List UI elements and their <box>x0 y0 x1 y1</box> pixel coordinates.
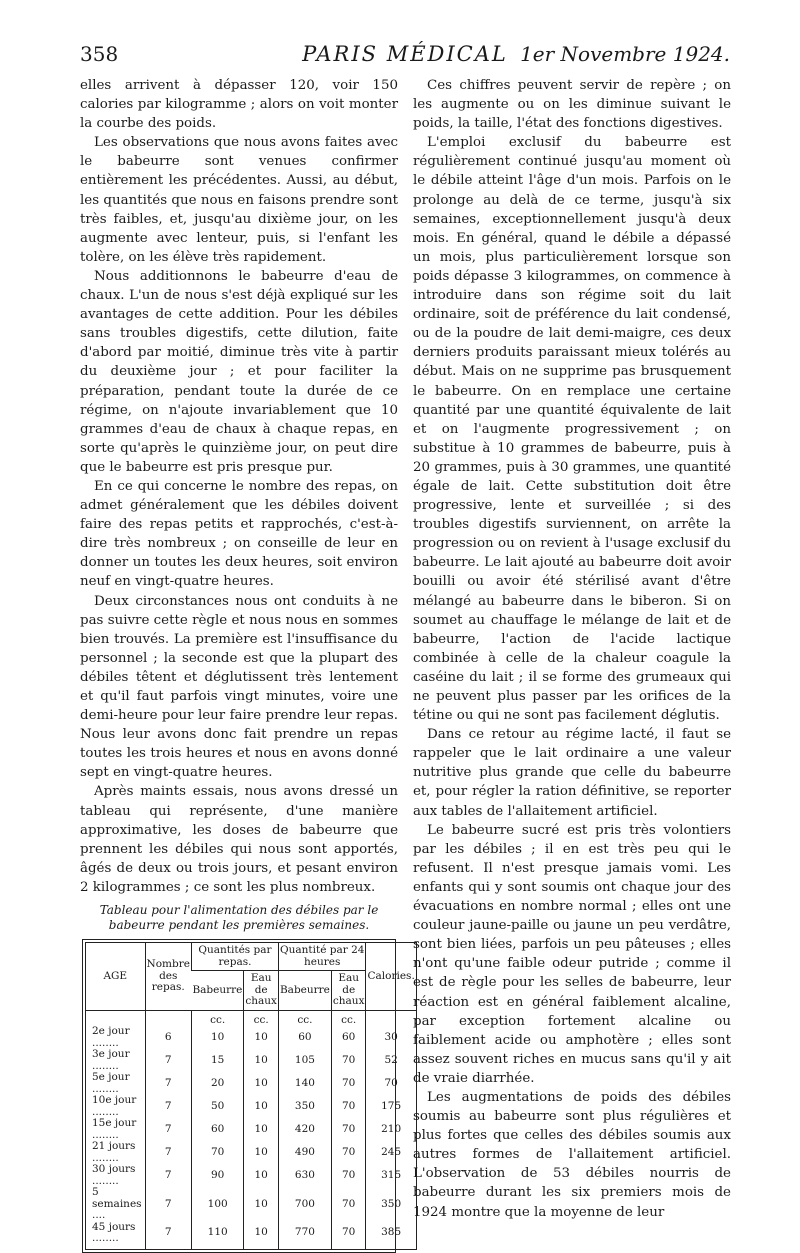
calories-cell: 52 <box>366 1049 416 1072</box>
meals-cell: 7 <box>145 1187 191 1222</box>
header-nombre-repas: Nombre des repas. <box>145 943 191 1011</box>
header-babeurre-24h: Babeurre <box>278 971 331 1011</box>
header-babeurre: Babeurre <box>191 971 243 1011</box>
paragraph: Les augmentations de poids des débiles soumis au babeurre sont plus régulières et plus fortes que celles des débiles soumis aux autres formes de l'allaitement artificiel. L'observation de 53 débiles nourris de babeurre durant les six premiers mois de 1924 montre que la moyenne de leur <box>413 1089 731 1220</box>
table-row <box>86 1095 417 1118</box>
meals-cell: 7 <box>145 1049 191 1072</box>
journal-title: PARIS MÉDICAL <box>302 42 508 66</box>
eau-24h-cell: 60 <box>331 1026 366 1049</box>
eau-24h-cell: 70 <box>331 1164 366 1187</box>
feeding-table <box>85 942 417 1250</box>
meals-cell: 7 <box>145 1072 191 1095</box>
paragraph: Nous additionnons le babeurre d'eau de chaux. L'un de nous s'est déjà expliqué sur les avantages de cette addition. Pour les débiles sans troubles digestifs, cette dilution, faite d'abord par moitié, diminue très vite à partir du deuxième jour ; et pour faciliter la préparation, pendant toute la durée de ce régime, on n'ajoute invariablement que 10 grammes d'eau de chaux à chaque repas, en sorte qu'après le quinzième jour, on peut dire que le babeurre est pris presque pur. <box>80 268 398 475</box>
right-column <box>413 76 731 1222</box>
table-row <box>86 1049 417 1072</box>
eau-24h-cell: 70 <box>331 1049 366 1072</box>
table-row <box>86 1141 417 1164</box>
eau-cell: 10 <box>244 1095 279 1118</box>
age-cell: 45 jours ........ <box>92 1220 136 1245</box>
eau-24h-cell: 70 <box>331 1141 366 1164</box>
feeding-table-frame <box>82 939 415 1253</box>
eau-cell: 10 <box>244 1141 279 1164</box>
meals-cell: 6 <box>145 1026 191 1049</box>
meals-cell: 7 <box>145 1164 191 1187</box>
table-row <box>86 1072 417 1095</box>
eau-cell: 10 <box>244 1187 279 1222</box>
eau-24h-cell: 70 <box>331 1222 366 1250</box>
unit-cell: cc. <box>191 1010 243 1026</box>
age-cell: 21 jours ........ <box>92 1140 136 1164</box>
babeurre-24h-cell: 105 <box>278 1049 331 1072</box>
left-column <box>80 76 415 1253</box>
header-eau-de-chaux-24h: Eau de chaux <box>331 971 366 1011</box>
paragraph: Le babeurre sucré est pris très volontiers par les débiles ; il en est très peu qui le refusent. Il n'est presque jamais vomi. Les enfants qui y sont soumis ont chaque jour des évacuations en nombre normal ; elles ont une couleur jaune-paille ou jaune un peu verdâtre, sont bien liées, parfois un peu pâteuses ; elles n'ont qu'une faible odeur putride ; comme il est de règle pour les selles de babeurre, leur réaction est en général faiblement alcaline, par exception fortement alcaline ou faiblement acide ou amphotère ; elles sont assez souvent riches en mucus sans qu'il y ait de vraie diarrhée. <box>413 822 731 1086</box>
age-cell: 5e jour ........ <box>92 1071 130 1095</box>
calories-cell: 245 <box>366 1141 416 1164</box>
babeurre-cell: 70 <box>191 1141 243 1164</box>
babeurre-24h-cell: 420 <box>278 1118 331 1141</box>
table-row <box>86 1118 417 1141</box>
header-eau-de-chaux: Eau de chaux <box>244 971 279 1011</box>
calories-cell: 70 <box>366 1072 416 1095</box>
units-row <box>86 1010 417 1026</box>
eau-cell: 10 <box>244 1118 279 1141</box>
eau-cell: 10 <box>244 1164 279 1187</box>
babeurre-24h-cell: 60 <box>278 1026 331 1049</box>
babeurre-24h-cell: 630 <box>278 1164 331 1187</box>
eau-24h-cell: 70 <box>331 1118 366 1141</box>
paragraph: L'emploi exclusif du babeurre est régulièrement continué jusqu'au moment où le débile atteint l'âge d'un mois. Parfois on le prolonge au delà de ce terme, jusqu'à six semaines, exceptionnellement jusqu'à deux mois. En général, quand le débile a dépassé un mois, plus particulièrement lorsque son poids dépasse 3 kilogrammes, on commence à introduire dans son régime soit du lait ordinaire, soit de préférence du lait condensé, ou de la poudre de lait demi-maigre, ces deux derniers produits paraissant mieux tolérés au début. Mais on ne supprime pas brusquement le babeurre. On en remplace une certaine quantité par une quantité équivalente de lait et on l'augmente progressivement ; on substitue à 10 grammes de babeurre, puis à 20 grammes, puis à 30 grammes, une quantité égale de lait. Cette substitution doit être progressive, lente et surveillée ; si des troubles digestifs surviennent, on arrête la progression ou on revient à l'usage exclusif du babeurre. Le lait ajouté au babeurre doit avoir bouilli ou avoir été stérilisé avant d'être mélangé au babeurre dans le biberon. Si on soumet au chauffage le mélange de lait et de babeurre, l'action de l'acide lactique combinée à celle de la chaleur coagule la caséine du lait ; il se forme des grumeaux qui ne peuvent plus passer par les orifices de la tétine ou qui ne sont pas facilement déglutis. <box>413 135 731 724</box>
unit-cell: cc. <box>244 1010 279 1026</box>
eau-24h-cell: 70 <box>331 1187 366 1222</box>
calories-cell: 175 <box>366 1095 416 1118</box>
age-cell: 30 jours ........ <box>92 1163 136 1187</box>
paragraph: Dans ce retour au régime lacté, il faut se rappeler que le lait ordinaire a une valeur nutritive plus grande que celle du babeurre et, pour régler la ration définitive, se reporter aux tables de l'allaitement artificiel. <box>413 727 731 819</box>
header-calories: Calories. <box>366 943 416 1011</box>
babeurre-24h-cell: 770 <box>278 1222 331 1250</box>
page-header <box>80 42 730 72</box>
babeurre-24h-cell: 700 <box>278 1187 331 1222</box>
eau-24h-cell: 70 <box>331 1072 366 1095</box>
age-cell: 2e jour ........ <box>92 1025 130 1049</box>
babeurre-24h-cell: 350 <box>278 1095 331 1118</box>
table-row <box>86 1026 417 1049</box>
age-cell: 3e jour ........ <box>92 1048 130 1072</box>
eau-24h-cell: 70 <box>331 1095 366 1118</box>
meals-cell: 7 <box>145 1222 191 1250</box>
babeurre-cell: 90 <box>191 1164 243 1187</box>
issue-date: 1er Novembre 1924. <box>520 42 730 66</box>
header-quantites-par-repas: Quantités par repas. <box>191 943 278 971</box>
paragraph: Après maints essais, nous avons dressé un tableau qui représente, d'une manière approximative, les doses de babeurre que prennent les débiles qui nous sont apportés, âgés de deux ou trois jours, et pesant environ 2 kilogrammes ; ce sont les plus nombreux. <box>80 784 398 895</box>
calories-cell: 315 <box>366 1164 416 1187</box>
age-cell: 10e jour ........ <box>92 1094 137 1118</box>
header-quantite-24h: Quantité par 24 heures <box>278 943 366 971</box>
paragraph: Deux circonstances nous ont conduits à ne pas suivre cette règle et nous nous en sommes bien trouvés. La première est l'insuffisance du personnel ; la seconde est que la plupart des débiles têtent et déglutissent très lentement et qu'il faut parfois vingt minutes, voire une demi-heure pour leur faire prendre leur repas. Nous leur avons donc fait prendre un repas toutes les trois heures et nous en avons donné sept en vingt-quatre heures. <box>80 593 398 781</box>
paragraph: elles arrivent à dépasser 120, voir 150 calories par kilogramme ; alors on voit monter la courbe des poids. <box>80 78 398 132</box>
babeurre-cell: 50 <box>191 1095 243 1118</box>
babeurre-cell: 10 <box>191 1026 243 1049</box>
meals-cell: 7 <box>145 1141 191 1164</box>
table-row <box>86 1187 417 1222</box>
calories-cell: 350 <box>366 1187 416 1222</box>
eau-cell: 10 <box>244 1072 279 1095</box>
table-row <box>86 1164 417 1187</box>
table-row <box>86 1222 417 1250</box>
calories-cell: 385 <box>366 1222 416 1250</box>
header-age: AGE <box>86 943 146 1011</box>
eau-cell: 10 <box>244 1222 279 1250</box>
page-number: 358 <box>80 42 119 66</box>
babeurre-24h-cell: 490 <box>278 1141 331 1164</box>
unit-cell: cc. <box>331 1010 366 1026</box>
paragraph: Ces chiffres peuvent servir de repère ; on les augmente ou on les diminue suivant le poids, la taille, l'état des fonctions digestives. <box>413 78 731 132</box>
eau-cell: 10 <box>244 1049 279 1072</box>
age-cell: 15e jour ........ <box>92 1117 137 1141</box>
meals-cell: 7 <box>145 1095 191 1118</box>
babeurre-cell: 15 <box>191 1049 243 1072</box>
unit-cell: cc. <box>278 1010 331 1026</box>
eau-cell: 10 <box>244 1026 279 1049</box>
calories-cell: 210 <box>366 1118 416 1141</box>
babeurre-24h-cell: 140 <box>278 1072 331 1095</box>
age-cell: 5 semaines .... <box>92 1186 142 1222</box>
paragraph: Les observations que nous avons faites avec le babeurre sont venues confirmer entièrement les précédentes. Aussi, au début, les quantités que nous en faisons prendre sont très faibles, et, jusqu'au dixième jour, on les augmente avec lenteur, puis, si l'enfant les tolère, on les élève très rapidement. <box>80 135 398 265</box>
calories-cell: 30 <box>366 1026 416 1049</box>
babeurre-cell: 100 <box>191 1187 243 1222</box>
meals-cell: 7 <box>145 1118 191 1141</box>
babeurre-cell: 60 <box>191 1118 243 1141</box>
table-caption: Tableau pour l'alimentation des débiles par le babeurre pendant les premières semaines. <box>99 903 379 933</box>
babeurre-cell: 20 <box>191 1072 243 1095</box>
paragraph: En ce qui concerne le nombre des repas, on admet généralement que les débiles doivent faire des repas petits et rapprochés, c'est-à-dire très nombreux ; on conseille de leur en donner un toutes les deux heures, soit environ neuf en vingt-quatre heures. <box>80 478 398 590</box>
babeurre-cell: 110 <box>191 1222 243 1250</box>
